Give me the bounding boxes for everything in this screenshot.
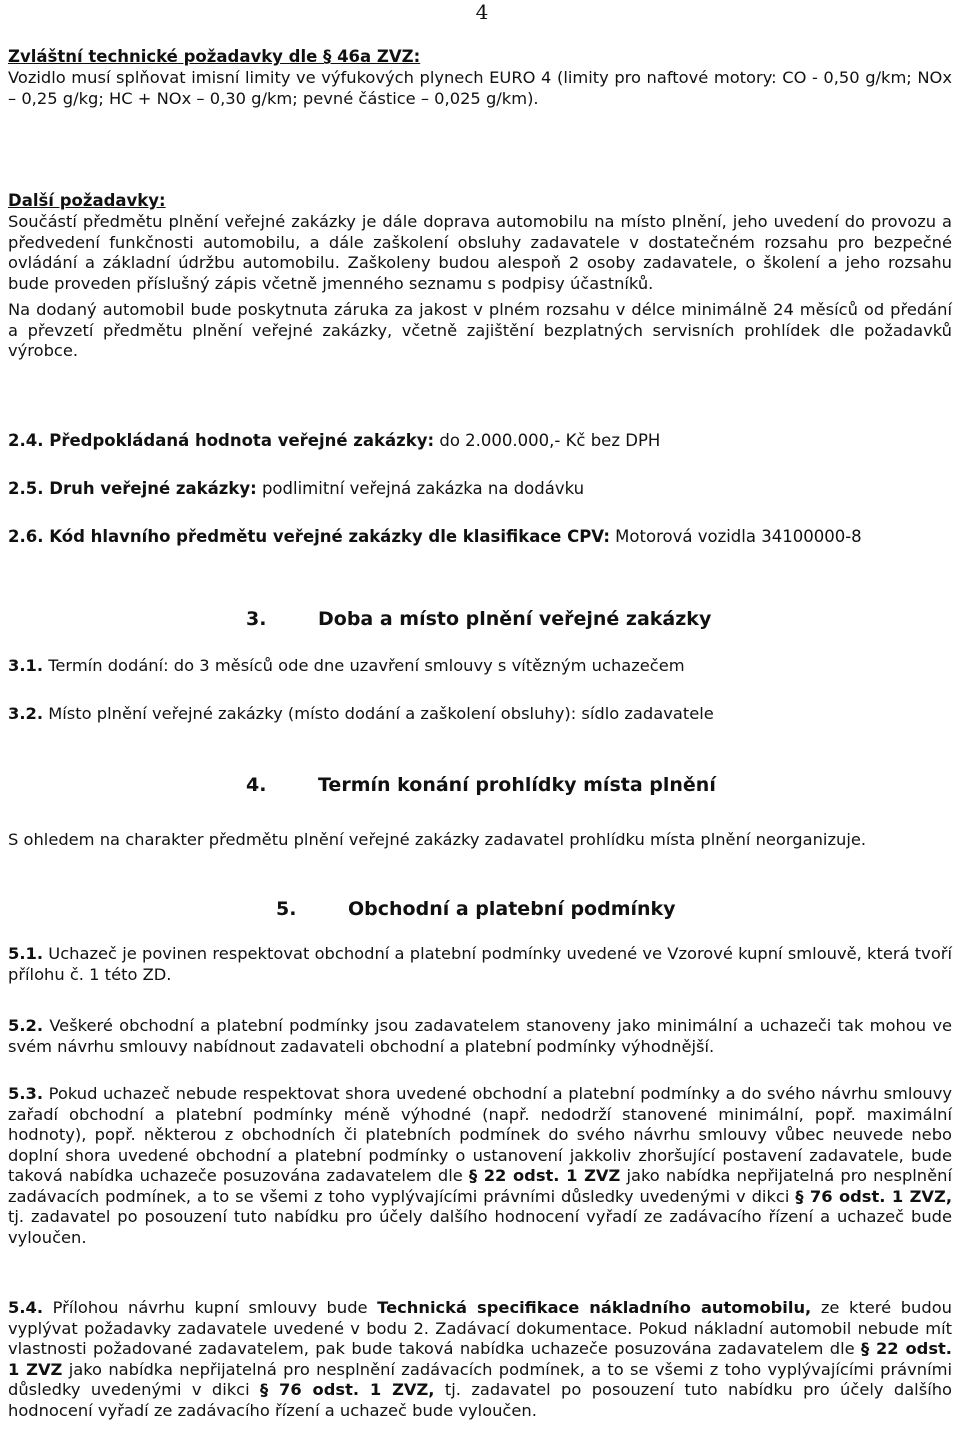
- item-5-4-text-c: jako nabídka nepřijatelná pro nesplnění zadávacích podmínek, a to se všemi z toho vyplývajícími právními důsledky uvedenými v dikci: [8, 1359, 952, 1399]
- section-3-heading: [246, 606, 846, 632]
- item-2-4: [8, 430, 952, 452]
- item-5-3: [8, 1084, 952, 1248]
- tech-requirements-text: Vozidlo musí splňovat imisní limity ve výfukových plynech EURO 4 (limity pro naftové motory: CO - 0,50 g/km; NOx – 0,25 g/kg; HC + NOx – 0,30 g/km; pevné částice – 0,025 g/km).: [8, 68, 952, 108]
- item-5-4-law-ref-1: § 22 odst. 1 ZVZ: [8, 1339, 952, 1379]
- item-3-1-text: Termín dodání: do 3 měsíců ode dne uzavření smlouvy s vítězným uchazečem: [48, 656, 685, 675]
- item-5-3-number: 5.3.: [8, 1084, 44, 1103]
- tech-requirements-heading: Zvláštní technické požadavky dle § 46a ZVZ:: [8, 47, 421, 66]
- other-requirements-paragraph-1: Součástí předmětu plnění veřejné zakázky je dále doprava automobilu na místo plnění, jeho uvedení do provozu a předvedení funkčnosti automobilu, a dále zaškolení obsluhy zadavatele v dostatečném rozsahu pro bezpečné ovládání a základní údržbu automobilu. Zaškoleny budou alespoň 2 osoby zadavatele, o školení a jeho rozsahu bude proveden příslušný zápis včetně jmenného seznamu s podpisy účastníků.: [8, 212, 952, 293]
- other-requirements-paragraph-2: Na dodaný automobil bude poskytnuta záruka za jakost v plném rozsahu v délce minimálně 24 měsíců od předání a převzetí předmětu plnění veřejné zakázky, včetně zajištění bezplatných servisních prohlídek dle požadavků výrobce.: [8, 300, 952, 360]
- item-5-4-text-b: ze které budou vyplývat požadavky zadavatele uvedené v bodu 2. Zadávací dokumentace. Pokud nákladní automobil nebude mít vlastnosti požadované zadavatelem, pak bude taková nabídka uchazeče posuzována zadavatelem dle: [8, 1298, 952, 1358]
- item-3-1: [8, 656, 952, 677]
- item-5-4-law-ref-2: § 76 odst. 1 ZVZ,: [260, 1380, 435, 1399]
- item-3-2-text: Místo plnění veřejné zakázky (místo dodání a zaškolení obsluhy): sídlo zadavatele: [48, 704, 714, 723]
- item-2-6-value: Motorová vozidla 34100000-8: [615, 527, 862, 546]
- other-requirements-section: [8, 190, 952, 362]
- item-2-6-label: 2.6. Kód hlavního předmětu veřejné zakázky dle klasifikace CPV:: [8, 527, 610, 546]
- section-5-heading: [276, 896, 876, 922]
- section-5-title: Obchodní a platební podmínky: [348, 898, 676, 920]
- item-5-3-text-b: jako nabídka nepřijatelná pro nesplnění zadávacích podmínek, a to se všemi z toho vyplývajícími právními důsledky uvedenými v dikci: [8, 1166, 952, 1206]
- section-4-heading: [246, 772, 846, 798]
- item-5-4: [8, 1298, 952, 1421]
- item-5-1-number: 5.1.: [8, 944, 44, 963]
- item-2-4-value: do 2.000.000,- Kč bez DPH: [439, 431, 661, 450]
- section-4-number: 4.: [246, 774, 267, 796]
- item-5-2-number: 5.2.: [8, 1016, 44, 1035]
- item-5-4-text-a: Přílohou návrhu kupní smlouvy bude: [52, 1298, 368, 1317]
- item-5-3-text-a: Pokud uchazeč nebude respektovat shora uvedené obchodní a platební podmínky a do svého návrhu smlouvy zařadí obchodní a platební podmínky méně výhodné (např. nedodrží stanovené minimální, popř. maximální hodnoty), popř. některou z obchodních či platebních podmínek do svého návrhu smlouvy vůbec neuvede nebo doplní shora uvedené obchodní a platební podmínky o ustanovení jakkoliv zhoršující postavení zadavatele, bude taková nabídka uchazeče posuzována zadavatelem dle: [8, 1084, 952, 1185]
- item-3-2-number: 3.2.: [8, 704, 44, 723]
- section-4-title: Termín konání prohlídky místa plnění: [318, 774, 716, 796]
- item-5-4-number: 5.4.: [8, 1298, 44, 1317]
- item-3-1-number: 3.1.: [8, 656, 44, 675]
- item-2-5-label: 2.5. Druh veřejné zakázky:: [8, 479, 257, 498]
- item-5-2: [8, 1016, 952, 1057]
- item-5-4-spec-ref: Technická specifikace nákladního automobilu,: [377, 1298, 812, 1317]
- item-5-3-law-ref-1: § 22 odst. 1 ZVZ: [468, 1166, 621, 1185]
- section-5-number: 5.: [276, 898, 297, 920]
- item-2-5: [8, 478, 952, 500]
- item-5-1: [8, 944, 952, 985]
- item-2-4-label: 2.4. Předpokládaná hodnota veřejné zakázky:: [8, 431, 435, 450]
- item-3-2: [8, 704, 952, 725]
- item-2-6: [8, 526, 952, 548]
- item-5-3-text-c: tj. zadavatel po posouzení tuto nabídku pro účely dalšího hodnocení vyřadí ze zadávacího řízení a uchazeč bude vyloučen.: [8, 1207, 952, 1247]
- section-3-number: 3.: [246, 608, 267, 630]
- tech-requirements-section: [8, 46, 952, 109]
- item-2-5-value: podlimitní veřejná zakázka na dodávku: [261, 479, 585, 498]
- item-5-3-law-ref-2: § 76 odst. 1 ZVZ,: [795, 1186, 952, 1206]
- item-5-4-text-d: tj. zadavatel po posouzení tuto nabídku pro účely dalšího hodnocení vyřadí ze zadávacího řízení a uchazeč bude vyloučen.: [8, 1380, 952, 1420]
- section-4-text: S ohledem na charakter předmětu plnění veřejné zakázky zadavatel prohlídku místa plnění neorganizuje.: [8, 830, 867, 849]
- item-5-1-text: Uchazeč je povinen respektovat obchodní a platební podmínky uvedené ve Vzorové kupní smlouvě, která tvoří přílohu č. 1 této ZD.: [8, 944, 952, 984]
- section-3-title: Doba a místo plnění veřejné zakázky: [318, 608, 712, 630]
- item-5-2-text: Veškeré obchodní a platební podmínky jsou zadavatelem stanoveny jako minimální a uchazeči tak mohou ve svém návrhu smlouvy nabídnout zadavateli obchodní a platební podmínky výhodnější.: [8, 1016, 952, 1056]
- page-number: 4: [475, 0, 489, 24]
- other-requirements-heading: Další požadavky:: [8, 191, 166, 210]
